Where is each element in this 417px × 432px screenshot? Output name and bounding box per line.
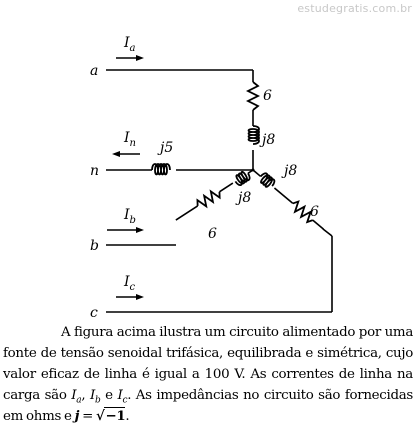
arrow-ic-head [136, 294, 144, 300]
current-ic-label: $I_c$ [124, 274, 136, 293]
impedance-a-resistor: 6 [263, 88, 272, 104]
impedance-c-resistor: 6 [310, 204, 319, 220]
node-a-label: a [90, 63, 99, 79]
inductor-n [152, 164, 170, 175]
current-ib-label: $I_b$ [124, 207, 136, 226]
caption-text-1: A figura acima ilustra um circuito alimentado por uma fonte de tensão senoidal trifásica, equilibrada e simétrica, cujo valor eficaz de linha é igual a 100 V. As correntes de linha na carga são [3, 325, 413, 403]
inductor-a [249, 126, 260, 144]
node-c-label: c [90, 305, 98, 320]
caption-text-2: . As impedâncias no circuito são fornecidas em ohms e [3, 388, 413, 424]
question-caption: A figura acima ilustra um circuito alimentado por uma fonte de tensão senoidal trifásica, equilibrada e simétrica, cujo valor eficaz de linha é igual a 100 V. As correntes de linha na carga são $I_a$, $I_b$ e $I_c$. As impedâncias no circuito são fornecidas em ohms e j = √−1. [3, 325, 413, 424]
impedance-c-inductor: j8 [284, 163, 298, 179]
arrow-ib-head [136, 227, 144, 233]
impedance-n-inductor: j5 [160, 140, 174, 156]
watermark: estudegratis.com.br [297, 2, 412, 15]
caption-sqrt: √−1 [95, 408, 126, 424]
impedance-a-inductor: j8 [262, 132, 276, 148]
node-n-label: n [90, 163, 100, 179]
node-b-label: b [90, 238, 99, 254]
resistor-a [248, 82, 258, 110]
caption-j-symbol: j [74, 408, 80, 424]
impedance-b-inductor: j8 [238, 190, 252, 206]
caption-ia: $I_a$ [71, 388, 82, 406]
current-ia-label: $I_a$ [124, 35, 136, 54]
impedance-b-resistor: 6 [208, 226, 217, 242]
current-in-label: $I_n$ [124, 130, 136, 149]
arrow-ia-head [136, 55, 144, 61]
caption-ib: $I_b$ [90, 388, 101, 406]
caption-ic: $I_c$ [117, 388, 128, 406]
arrow-in-head [112, 151, 120, 157]
